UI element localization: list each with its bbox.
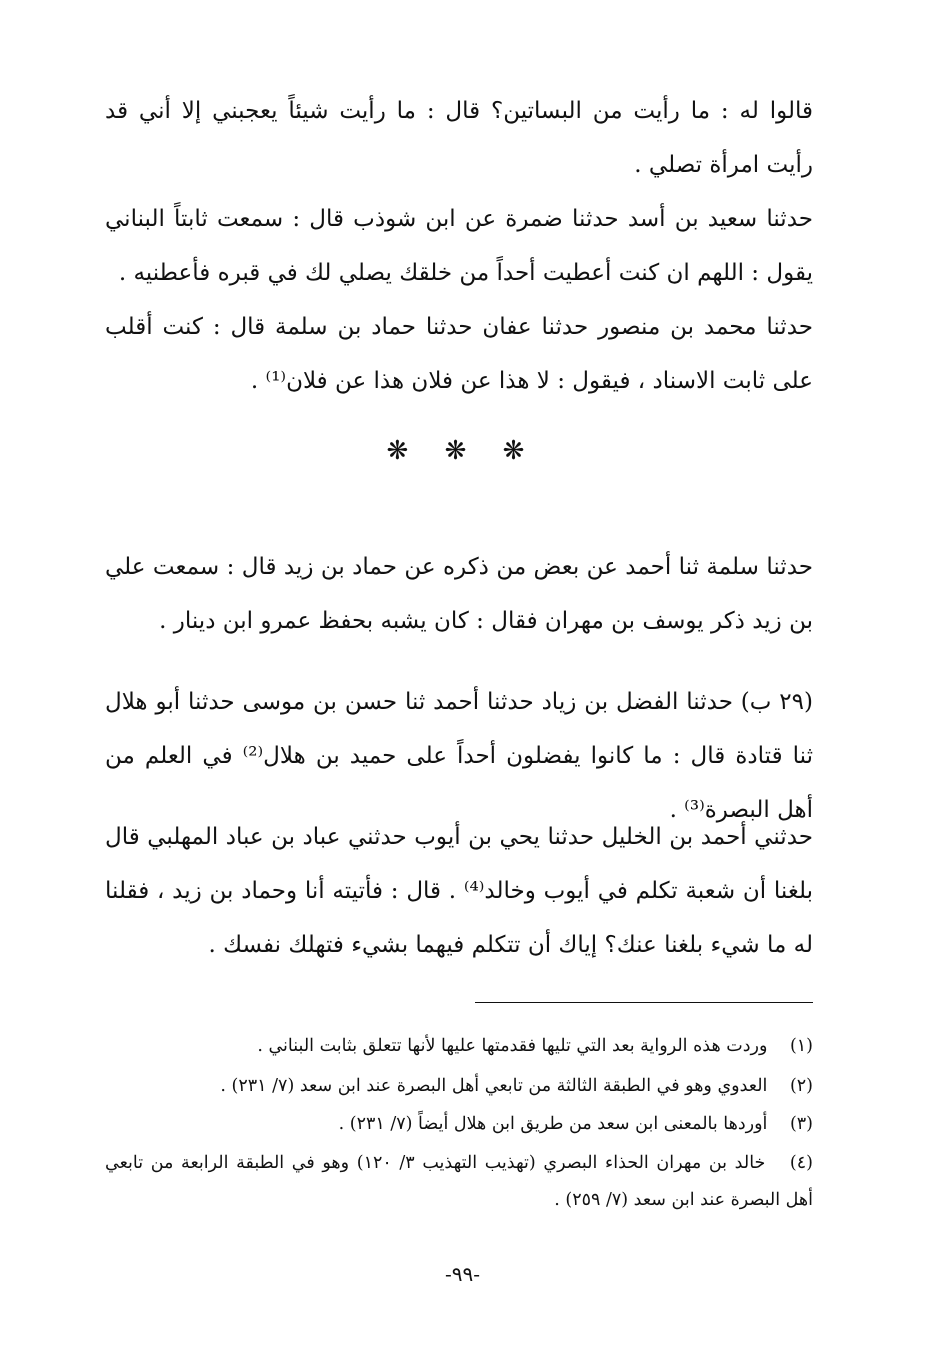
page-number: -٩٩- (444, 1262, 480, 1286)
footnote-4 (105, 1145, 813, 1219)
paragraph-3: حدثنا محمد بن منصور حدثنا عفان حدثنا حماد بن سلمة قال : كنت أقلب على ثابت الاسناد ، فيقول : لا هذا عن فلان هذا عن فلان⁽¹⁾ . (105, 314, 813, 394)
paragraph-1: قالوا له : ما رأيت من البساتين؟ قال : ما رأيت شيئاً يعجبني إلا أني قد رأيت امرأة تصلي . (105, 98, 813, 178)
footnote-text: أوردها بالمعنى ابن سعد من طريق ابن هلال أيضاً (٧/ ٢٣١) . (338, 1114, 768, 1134)
footnote-2 (105, 1068, 813, 1105)
footnote-number: (١) (789, 1036, 813, 1056)
footnote-number: (٣) (789, 1114, 813, 1134)
footnote-1 (105, 1028, 813, 1065)
footnote-number: (٢) (789, 1076, 813, 1096)
footnote-text: وردت هذه الرواية بعد التي تليها فقدمتها عليها لأنها تتعلق بثابت البناني . (257, 1036, 768, 1056)
footnote-3 (105, 1106, 813, 1143)
paragraph-4: حدثنا سلمة ثنا أحمد عن بعض من ذكره عن حماد بن زيد قال : سمعت علي بن زيد ذكر يوسف بن مهران فقال : كان يشبه بحفظ عمرو ابن دينار . (105, 554, 813, 634)
paragraph-5: (٢٩ ب) حدثنا الفضل بن زياد حدثنا أحمد ثنا حسن بن موسى حدثنا أبو هلال ثنا قتادة قال : ما كانوا يفضلون أحداً على حميد بن هلال⁽²⁾ في العلم من أهل البصرة⁽³⁾ . (105, 689, 813, 823)
section-separator: ❋ ❋ ❋ (386, 436, 539, 466)
footnote-divider (475, 1002, 813, 1003)
footnote-number: (٤) (789, 1153, 813, 1173)
paragraph-6: حدثني أحمد بن الخليل حدثنا يحي بن أيوب حدثني عباد بن عباد المهلبي قال بلغنا أن شعبة تكلم في أيوب وخالد⁽⁴⁾ . قال : فأتيته أنا وحماد بن زيد ، فقلنا له ما شيء بلغنا عنك؟ إياك أن تتكلم فيهما بشيء فتهلك نفسك . (105, 824, 813, 958)
paragraph-2: حدثنا سعيد بن أسد حدثنا ضمرة عن ابن شوذب قال : سمعت ثابتاً البناني يقول : اللهم ان كنت أعطيت أحداً من خلقك يصلي لك في قبره فأعطنيه . (105, 206, 813, 286)
footnote-text: خالد بن مهران الحذاء البصري (تهذيب التهذيب ٣/ ١٢٠) وهو في الطبقة الرابعة من تابعي أهل البصرة عند ابن سعد (٧/ ٢٥٩) . (105, 1153, 813, 1210)
footnote-text: العدوي وهو في الطبقة الثالثة من تابعي أهل البصرة عند ابن سعد (٧/ ٢٣١) . (220, 1076, 768, 1096)
